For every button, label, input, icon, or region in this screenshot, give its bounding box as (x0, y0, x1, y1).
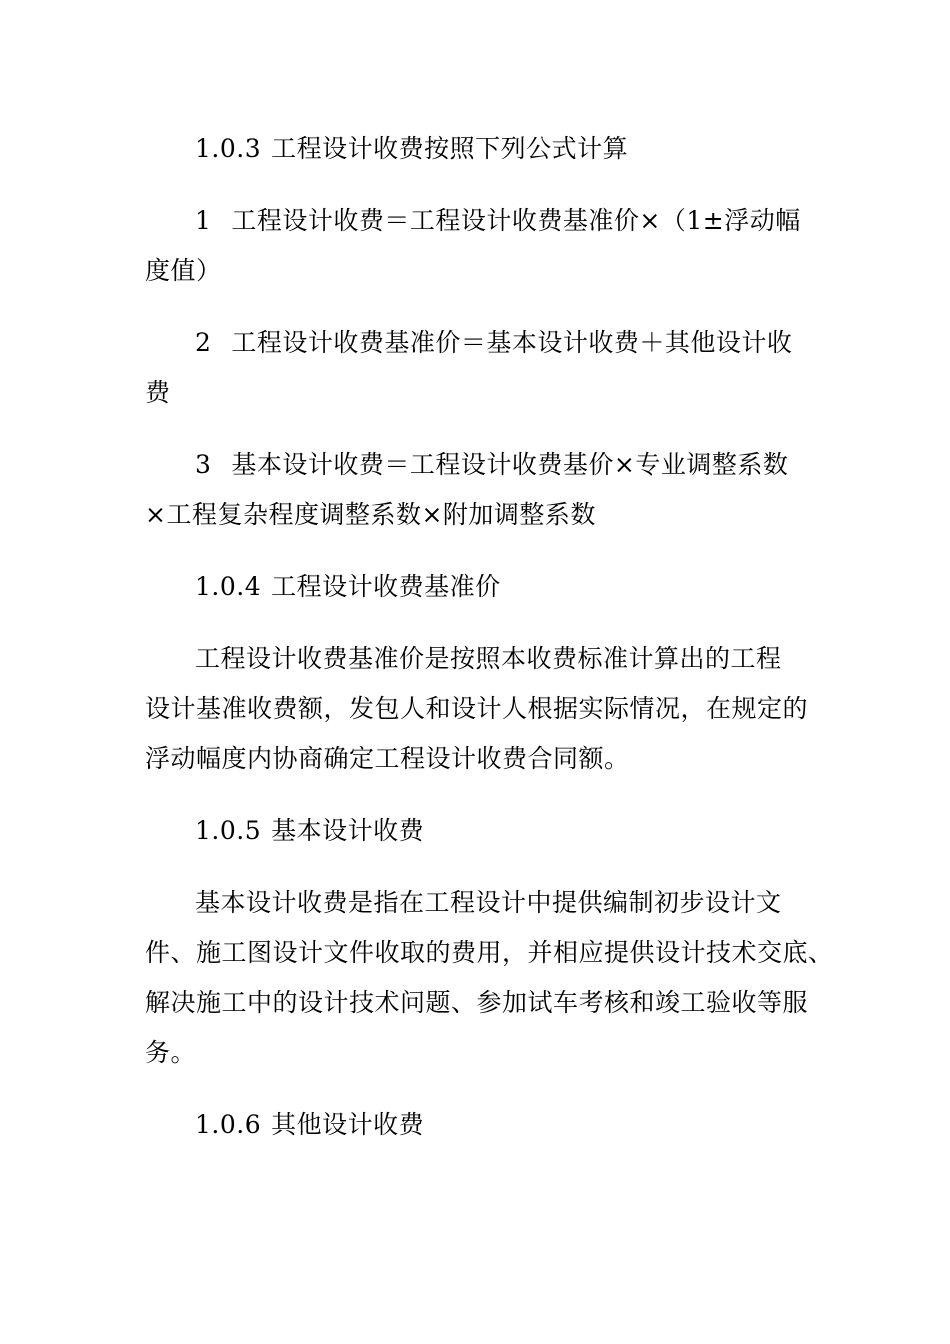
paragraph-line: 设计基准收费额，发包人和设计人根据实际情况，在规定的 (145, 694, 809, 723)
section-title: 其他设计收费 (271, 1110, 425, 1139)
section-title: 工程设计收费基准价 (271, 572, 501, 601)
section-heading-1-0-3 (195, 134, 865, 164)
formula-3-line-2: ×工程复杂程度调整系数×附加调整系数 (145, 500, 596, 529)
section-heading-1-0-4 (195, 572, 865, 602)
formula-1-line-2: 度值） (145, 256, 222, 285)
section-number: 1.0.4 (195, 572, 262, 601)
formula-3-line-1 (195, 450, 865, 480)
section-title: 工程设计收费按照下列公式计算 (271, 134, 629, 163)
formula-2-line-2: 费 (145, 378, 171, 407)
paragraph-line: 浮动幅度内协商确定工程设计收费合同额。 (145, 744, 630, 773)
section-heading-1-0-5 (195, 816, 865, 846)
paragraph-line: 工程设计收费基准价是按照本收费标准计算出的工程 (195, 644, 782, 673)
formula-text: 工程设计收费＝工程设计收费基准价×（1±浮动幅 (231, 206, 801, 235)
formula-number: 1 (195, 206, 212, 235)
paragraph-line: 解决施工中的设计技术问题、参加试车考核和竣工验收等服 (145, 988, 809, 1017)
paragraph-line: 件、施工图设计文件收取的费用，并相应提供设计技术交底、 (145, 938, 834, 967)
section-number: 1.0.3 (195, 134, 262, 163)
section-number: 1.0.6 (195, 1110, 262, 1139)
formula-number: 2 (195, 328, 212, 357)
section-heading-1-0-6 (195, 1110, 865, 1140)
formula-number: 3 (195, 450, 212, 479)
formula-text: 工程设计收费基准价＝基本设计收费＋其他设计收 (231, 328, 793, 357)
section-title: 基本设计收费 (271, 816, 425, 845)
paragraph-line: 务。 (145, 1038, 197, 1067)
formula-text: 基本设计收费＝工程设计收费基价×专业调整系数 (231, 450, 789, 479)
section-number: 1.0.5 (195, 816, 262, 845)
paragraph-line: 基本设计收费是指在工程设计中提供编制初步设计文 (195, 888, 782, 917)
formula-1-line-1 (195, 206, 865, 236)
formula-2-line-1 (195, 328, 865, 358)
